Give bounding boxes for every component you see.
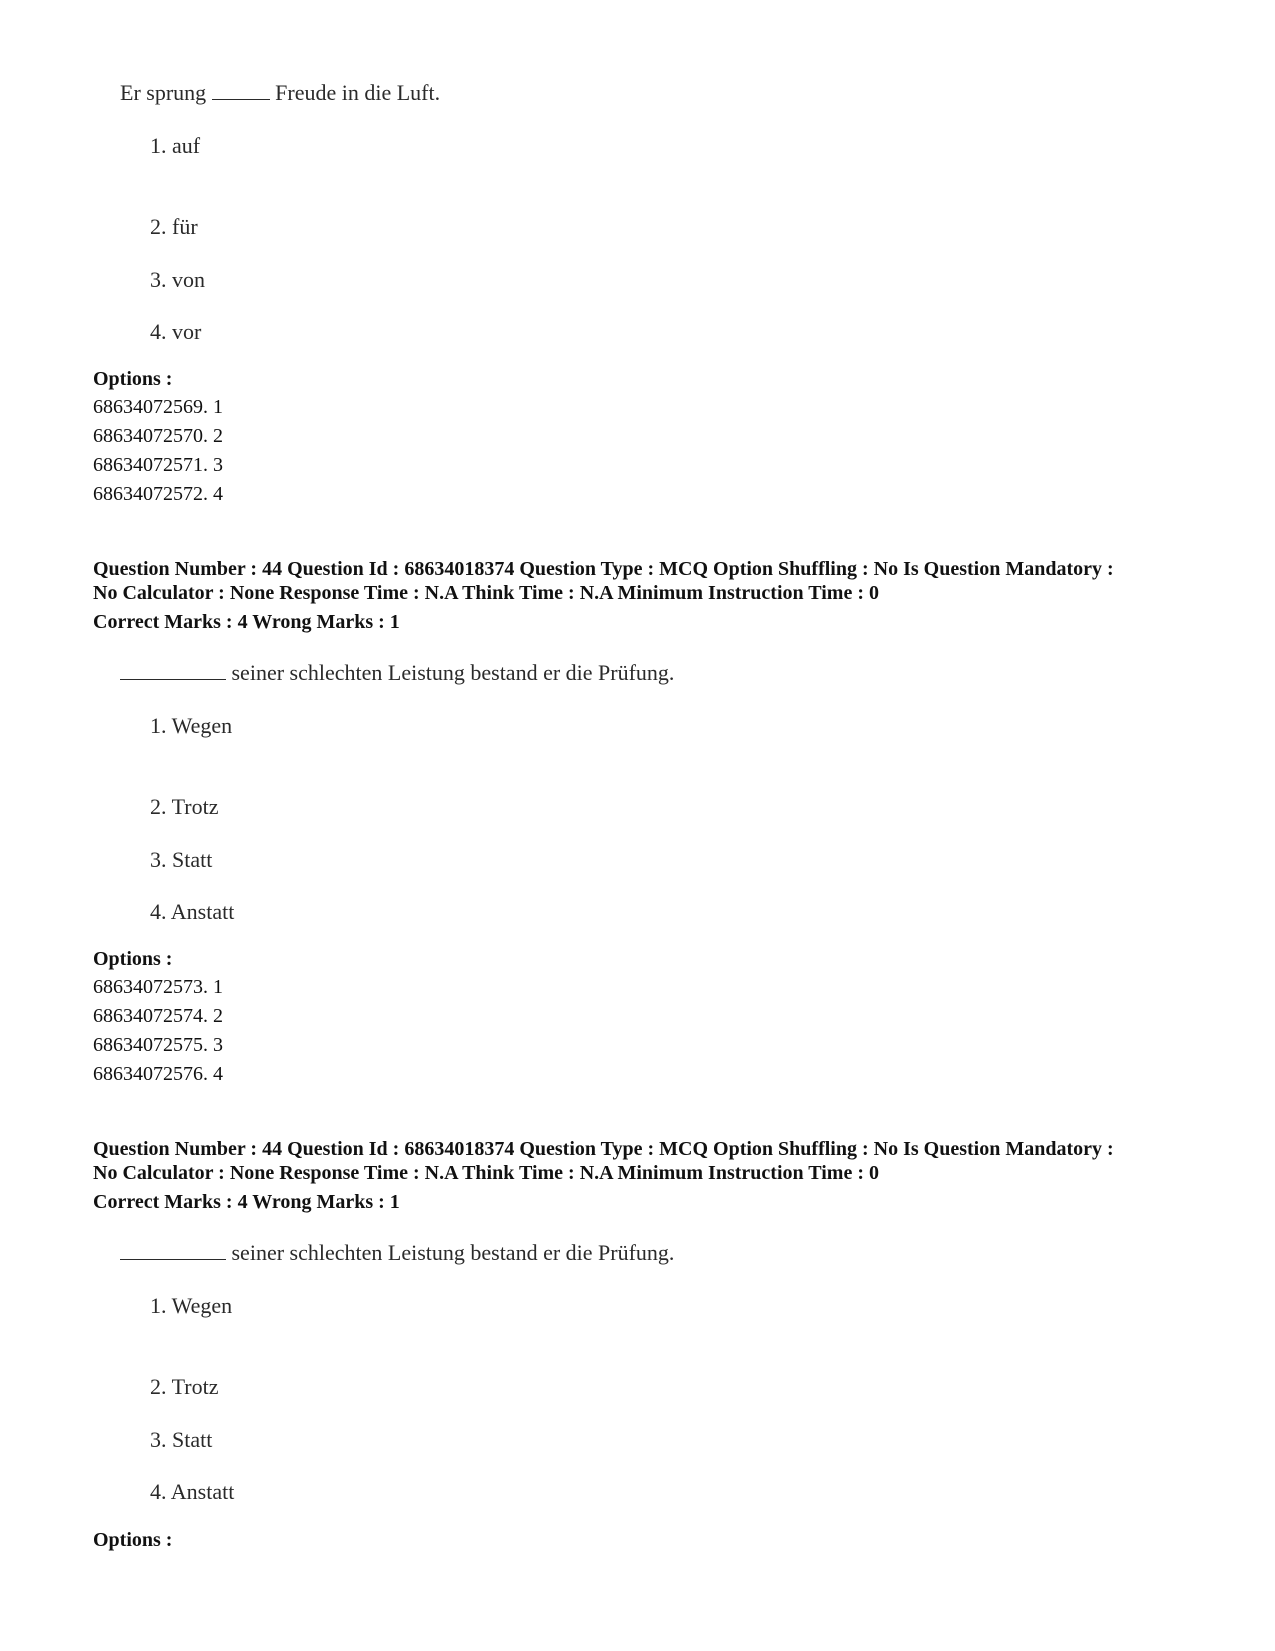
options-label: Options : [93, 368, 173, 390]
choice-item: 2. Trotz [150, 1374, 219, 1399]
option-line: 68634072575. 3 [93, 1034, 223, 1056]
choice-item: 2. Trotz [150, 794, 219, 819]
option-line: 68634072573. 1 [93, 976, 223, 998]
option-line: 68634072574. 2 [93, 1005, 223, 1027]
choice-item: 1. auf [150, 133, 201, 158]
choice-item: 3. Statt [150, 847, 213, 872]
option-line: 68634072576. 4 [93, 1063, 223, 1085]
question-stem [120, 1240, 674, 1266]
option-line: 68634072572. 4 [93, 483, 223, 505]
stem-text-after: Freude in die Luft. [275, 80, 441, 105]
answer-blank [120, 661, 226, 680]
option-line: 68634072570. 2 [93, 425, 223, 447]
choice-item: 3. Statt [150, 1427, 213, 1452]
question-meta-line: No Calculator : None Response Time : N.A Think Time : N.A Minimum Instruction Time : 0 [93, 582, 879, 604]
stem-text-after: seiner schlechten Leistung bestand er die Prüfung. [231, 1240, 675, 1265]
options-label: Options : [93, 948, 173, 970]
choice-item: 4. Anstatt [150, 1479, 235, 1504]
marks-line: Correct Marks : 4 Wrong Marks : 1 [93, 1191, 400, 1213]
answer-blank [212, 81, 270, 100]
choice-item: 4. vor [150, 319, 202, 344]
choice-item: 3. von [150, 267, 205, 292]
options-label: Options : [93, 1529, 173, 1551]
question-stem [120, 660, 674, 686]
stem-text-before: Er sprung [120, 80, 207, 105]
question-meta-line: No Calculator : None Response Time : N.A Think Time : N.A Minimum Instruction Time : 0 [93, 1162, 879, 1184]
question-meta-line: Question Number : 44 Question Id : 68634018374 Question Type : MCQ Option Shuffling : No Is Question Mandatory : [93, 558, 1114, 580]
choice-item: 1. Wegen [150, 713, 233, 738]
question-stem [120, 80, 440, 106]
choice-item: 4. Anstatt [150, 899, 235, 924]
option-line: 68634072569. 1 [93, 396, 223, 418]
stem-text-after: seiner schlechten Leistung bestand er die Prüfung. [231, 660, 675, 685]
question-meta-line: Question Number : 44 Question Id : 68634018374 Question Type : MCQ Option Shuffling : No Is Question Mandatory : [93, 1138, 1114, 1160]
option-line: 68634072571. 3 [93, 454, 223, 476]
answer-blank [120, 1241, 226, 1260]
marks-line: Correct Marks : 4 Wrong Marks : 1 [93, 611, 400, 633]
choice-item: 1. Wegen [150, 1293, 233, 1318]
choice-item: 2. für [150, 214, 198, 239]
